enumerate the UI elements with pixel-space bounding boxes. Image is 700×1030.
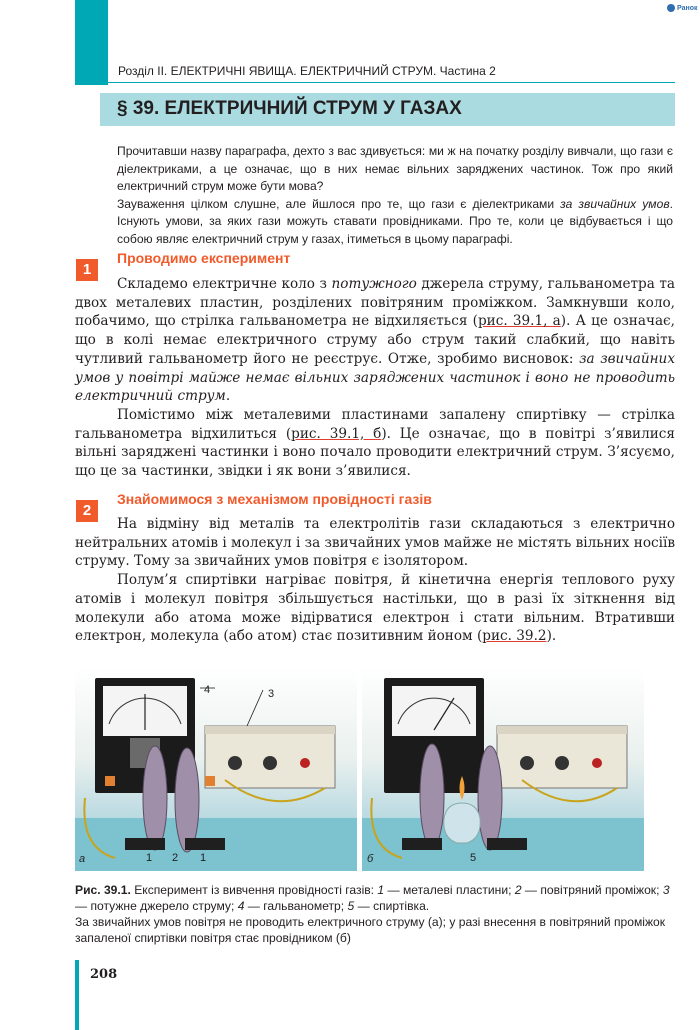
caption-line-2: За звичайних умов повітря не проводить електричного струму (а); у разі внесення в повітряний проміжок запаленої спиртівки повітря стає провідником (б) — [75, 915, 666, 945]
photo-label-b: б — [367, 853, 374, 865]
publisher-name: Ранок — [677, 4, 698, 12]
section-2-paragraph-1: На відміну від металів та електролітів гази складаються з електрично нейтральних атомів і молекул і за звичайних умов майже не містять вільних носіїв струму. Тому за звичайних умов повітря є ізолятором. — [75, 516, 675, 570]
intro-paragraph-2: Зауваження цілком слушне, але йшлося про те, що гази є діелектриками за звичайних умов. Існують умови, за яких гази можуть ставати провідниками. Про те, коли це відбувається і що собою являє електричний струм у газах, ітиметься в цьому параграфі. — [117, 196, 674, 246]
section-number-2: 2 — [76, 500, 98, 522]
experiment-a-illustration — [75, 668, 357, 871]
figure-link[interactable]: рис. 39.2 — [482, 628, 547, 645]
section-2-body — [75, 515, 675, 646]
section-number-1: 1 — [76, 259, 98, 281]
page-number: 208 — [90, 967, 118, 982]
page-title: § 39. ЕЛЕКТРИЧНИЙ СТРУМ У ГАЗАХ — [117, 98, 462, 119]
photo-label-a: а — [79, 853, 86, 865]
photo-experiment-b — [362, 668, 644, 871]
section-2-paragraph-2: Полум’я спиртівки нагріває повітря, й кінетична енергія теплового руху атомів і молекул повітря збільшується настільки, що в разі їх зіткнення від молекули або атома може відірватися електрон і стати вільним. Втративши електрон, молекула (або атом) стає позитивним йоном (рис. 39.2). — [75, 572, 675, 645]
figure-link[interactable]: рис. 39.1, а — [477, 313, 561, 330]
callout-3: 3 — [268, 688, 275, 700]
intro-block — [117, 143, 673, 249]
experiment-b-illustration — [362, 668, 644, 871]
caption-line-1: Рис. 39.1. Експеримент із вивчення провідності газів: 1 — металеві пластини; 2 — повітряний проміжок; 3 — потужне джерело струму; 4 — гальванометр; 5 — спиртівка. — [75, 883, 670, 913]
header-rule — [75, 82, 675, 83]
figure-caption — [75, 882, 675, 946]
photo-experiment-a — [75, 668, 357, 871]
section-1-body — [75, 275, 675, 481]
callout-2: 2 — [172, 852, 179, 864]
footer-rule — [75, 960, 79, 1030]
callout-5: 5 — [470, 852, 477, 864]
callout-4: 4 — [204, 684, 211, 696]
running-head: Розділ II. ЕЛЕКТРИЧНІ ЯВИЩА. ЕЛЕКТРИЧНИЙ СТРУМ. Частина 2 — [118, 64, 496, 78]
publisher-logo — [667, 4, 697, 12]
callout-1a: 1 — [146, 852, 153, 864]
callout-1b: 1 — [200, 852, 207, 864]
chapter-tab — [75, 0, 108, 85]
section-1-paragraph-2: Помістимо між металевими пластинами запалену спиртівку — стрілка гальванометра відхилиться (рис. 39.1, б). Це означає, що в повітрі з’явилися вільні заряджені частинки і воно почало проводити електричний струм. З’ясуємо, що це за частинки, звідки і як вони з’явилися. — [75, 406, 675, 480]
figure-link[interactable]: рис. 39.1, б — [291, 425, 382, 442]
section-title-1: Проводимо експеримент — [117, 250, 291, 266]
logo-icon — [667, 4, 675, 12]
intro-paragraph-1: Прочитавши назву параграфа, дехто з вас здивується: ми ж на початку розділу вивчали, що гази є діелектриками, а це означає, що в них немає вільних заряджених частинок. Тож про який електричний струм може бути мова? — [117, 144, 673, 194]
section-1-paragraph-1: Складемо електричне коло з потужного джерела струму, гальванометра та двох металевих пластин, розділених повітряним проміжком. Замкнувши коло, побачимо, що стрілка гальванометра не відхиляється (рис. 39.1, а). А це означає, що в колі немає електричного струму або струм такий слабкий, що навіть чутливий гальванометр його не реєструє. Отже, зробимо висновок: за звичайних умов у повітрі майже немає вільних заряджених частинок і воно не проводить електричний струм. — [75, 276, 675, 405]
section-title-2: Знайомимося з механізмом провідності газів — [117, 491, 432, 507]
